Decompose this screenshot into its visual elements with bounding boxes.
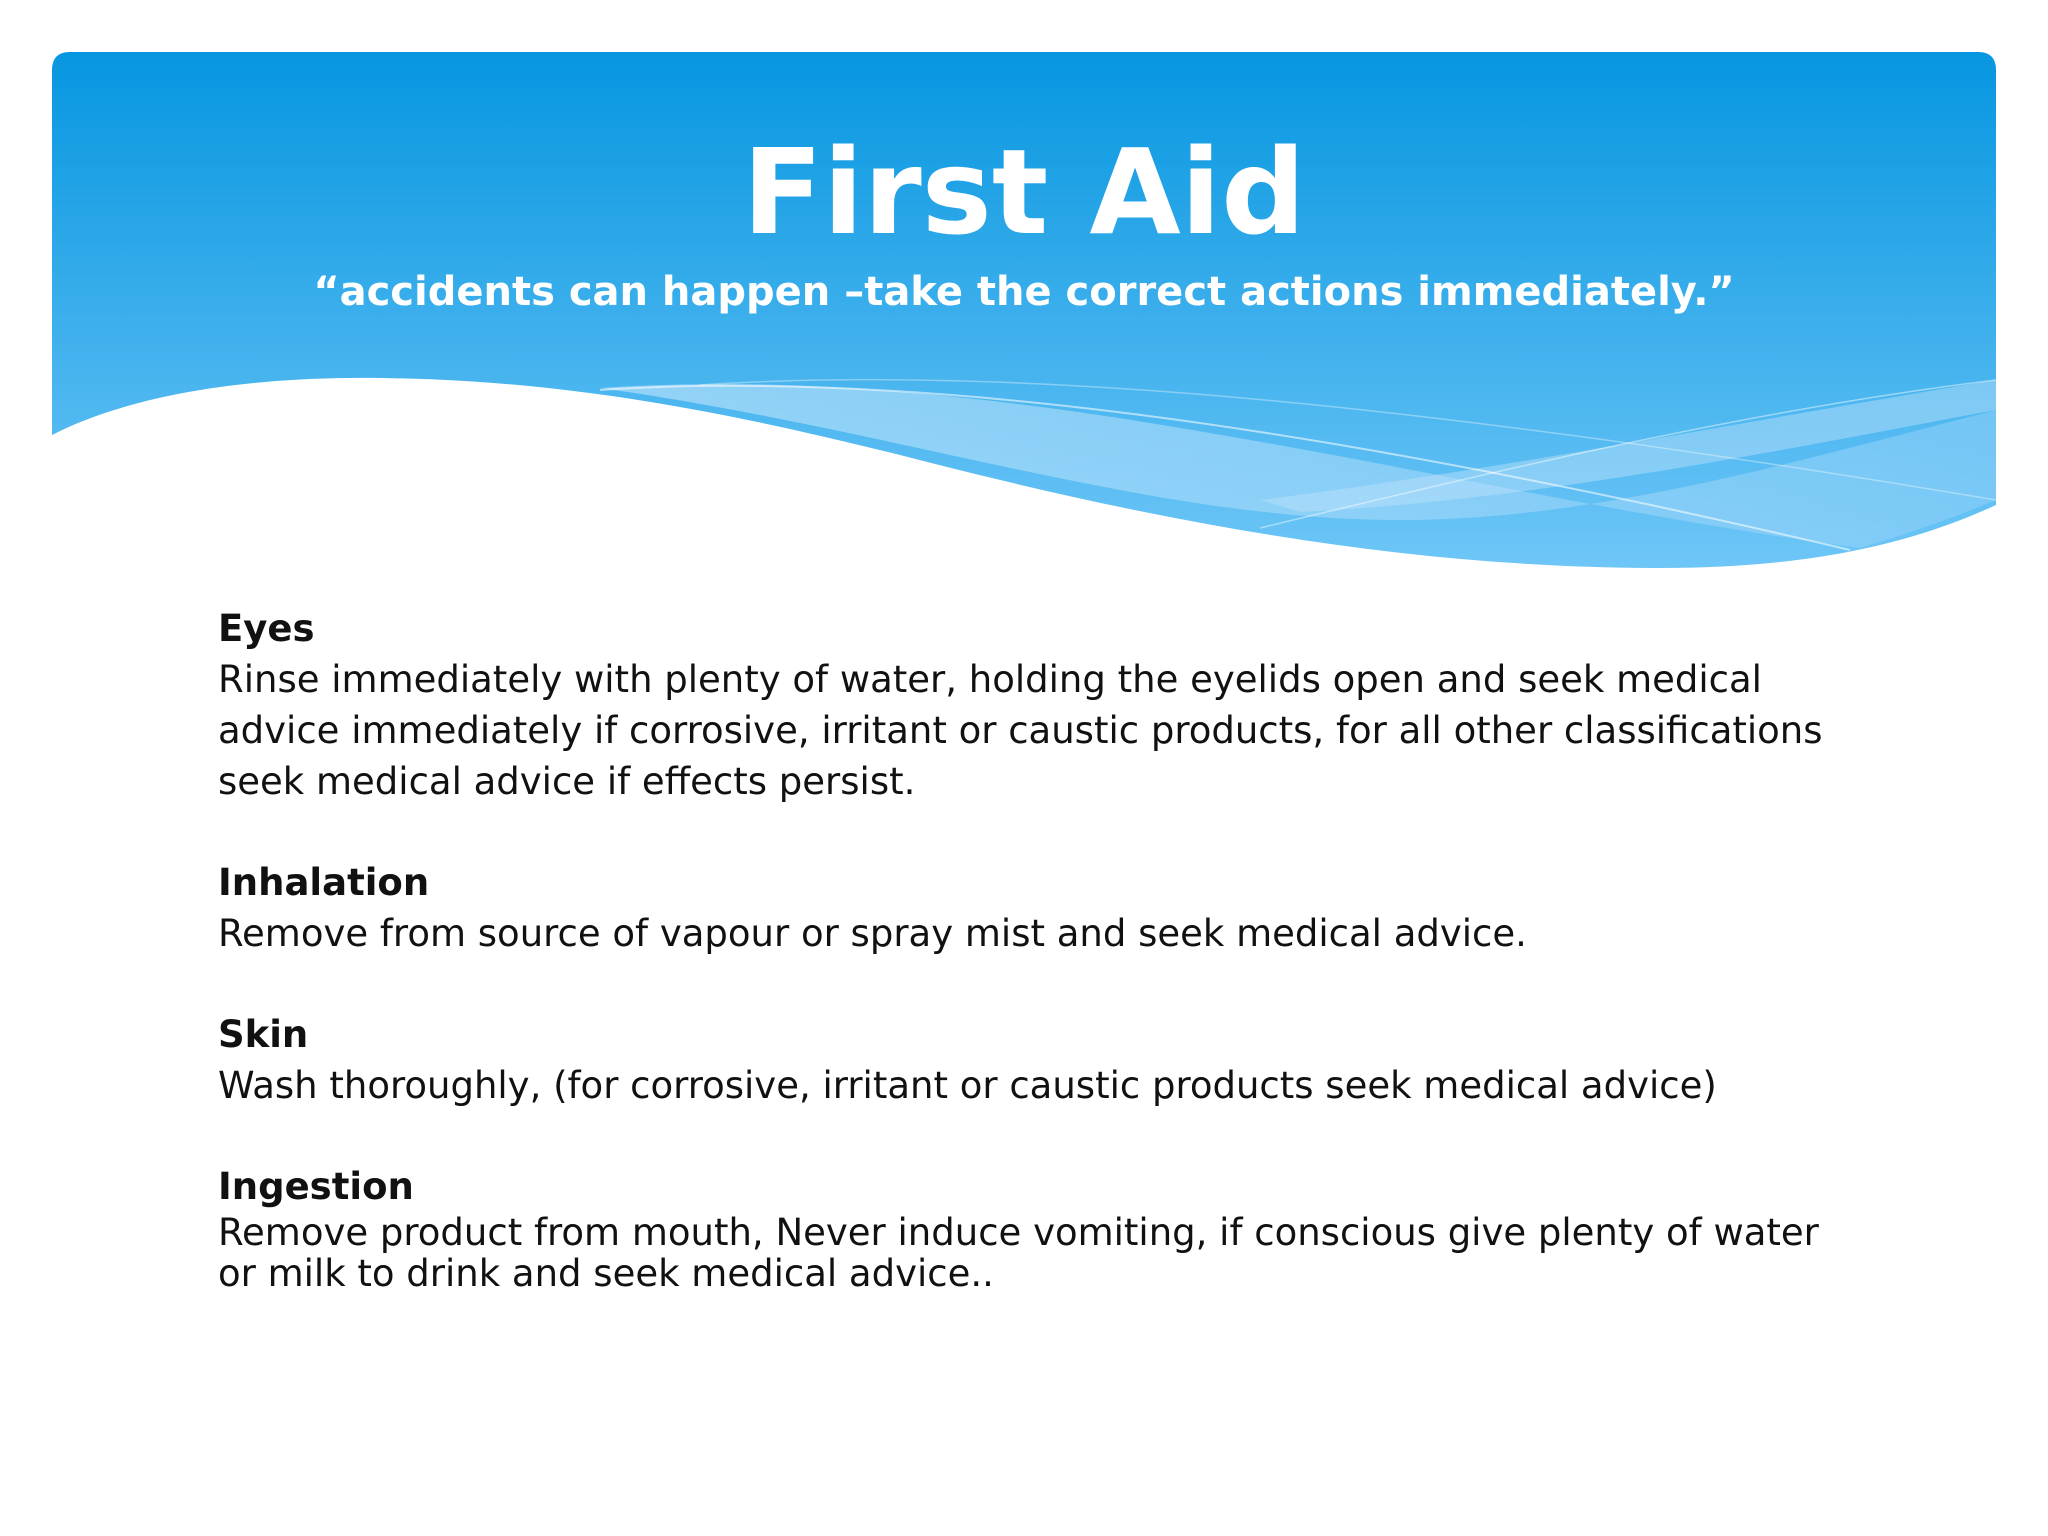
section-ingestion xyxy=(218,1161,1858,1294)
section-body: Wash thoroughly, (for corrosive, irritant or caustic products seek medical advice) xyxy=(218,1064,1717,1107)
section-skin xyxy=(218,1009,1858,1111)
section-heading: Ingestion xyxy=(218,1165,414,1208)
section-inhalation xyxy=(218,857,1858,959)
section-body: Remove from source of vapour or spray mist and seek medical advice. xyxy=(218,912,1527,955)
slide-title: First Aid xyxy=(742,123,1306,261)
section-body: Remove product from mouth, Never induce vomiting, if conscious give plenty of water or milk to drink and seek medical advice.. xyxy=(218,1211,1819,1295)
section-eyes xyxy=(218,603,1858,807)
first-aid-content xyxy=(218,603,1858,1344)
section-heading: Inhalation xyxy=(218,861,430,904)
section-body: Rinse immediately with plenty of water, holding the eyelids open and seek medical advice immediately if corrosive, irritant or caustic products, for all other classifications seek medical advice if effects persist. xyxy=(218,658,1823,803)
section-heading: Skin xyxy=(218,1013,309,1056)
slide-subtitle: “accidents can happen –take the correct actions immediately.” xyxy=(313,269,1735,315)
section-heading: Eyes xyxy=(218,607,315,650)
